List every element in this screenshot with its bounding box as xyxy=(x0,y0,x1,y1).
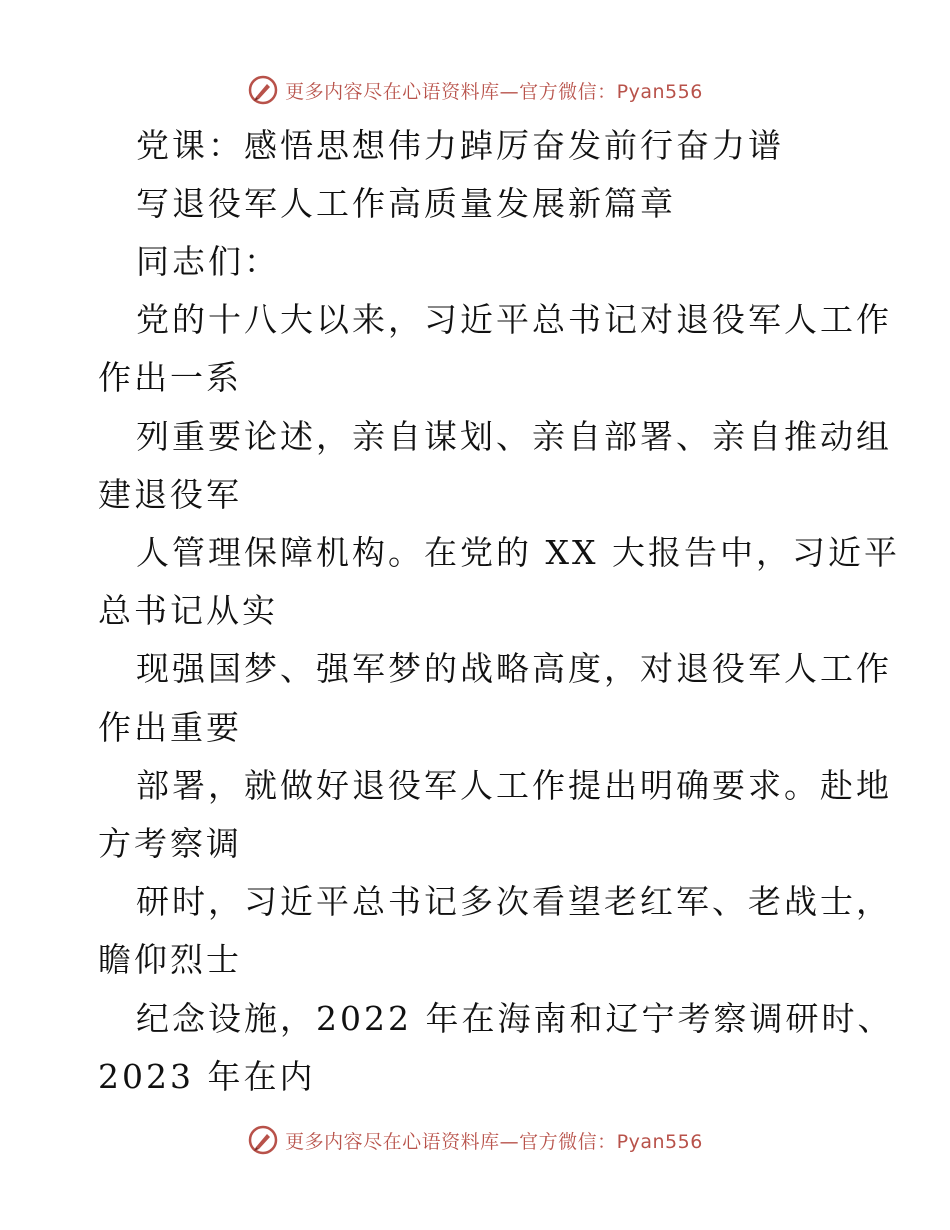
paragraph-line: 现强国梦、强军梦的战略高度，对退役军人工作 xyxy=(136,649,892,688)
paragraph-line: 建退役军 xyxy=(98,475,242,514)
header-watermark-text: 更多内容尽在心语资料库—官方微信：Pyan556 xyxy=(285,80,703,103)
paragraph-line: 总书记从实 xyxy=(98,591,278,630)
paragraph-line: 2023 年在内 xyxy=(98,1057,316,1096)
paragraph-line: 瞻仰烈士 xyxy=(98,940,242,979)
paragraph-line: 列重要论述，亲自谋划、亲自部署、亲自推动组 xyxy=(136,417,892,456)
paragraph-line: 部署，就做好退役军人工作提出明确要求。赴地 xyxy=(136,766,892,805)
paragraph-line: 党的十八大以来，习近平总书记对退役军人工作 xyxy=(136,300,892,339)
paragraph-line: 作出重要 xyxy=(98,708,242,747)
pen-logo-icon xyxy=(247,74,279,106)
paragraph-line: 研时，习近平总书记多次看望老红军、老战士， xyxy=(136,882,892,921)
document-title-line-2: 写退役军人工作高质量发展新篇章 xyxy=(136,184,676,223)
paragraph-line: 方考察调 xyxy=(98,824,242,863)
footer-watermark-text: 更多内容尽在心语资料库—官方微信：Pyan556 xyxy=(285,1130,703,1153)
salutation: 同志们： xyxy=(136,242,280,281)
paragraph-line: 作出一系 xyxy=(98,358,242,397)
footer-watermark-banner xyxy=(0,1120,950,1160)
header-watermark-banner xyxy=(0,70,950,110)
pen-logo-icon xyxy=(247,1124,279,1156)
paragraph-line: 纪念设施，2022 年在海南和辽宁考察调研时、 xyxy=(136,999,894,1038)
document-title-line-1: 党课：感悟思想伟力踔厉奋发前行奋力谱 xyxy=(136,126,784,165)
paragraph-line: 人管理保障机构。在党的 XX 大报告中，习近平 xyxy=(136,533,900,572)
